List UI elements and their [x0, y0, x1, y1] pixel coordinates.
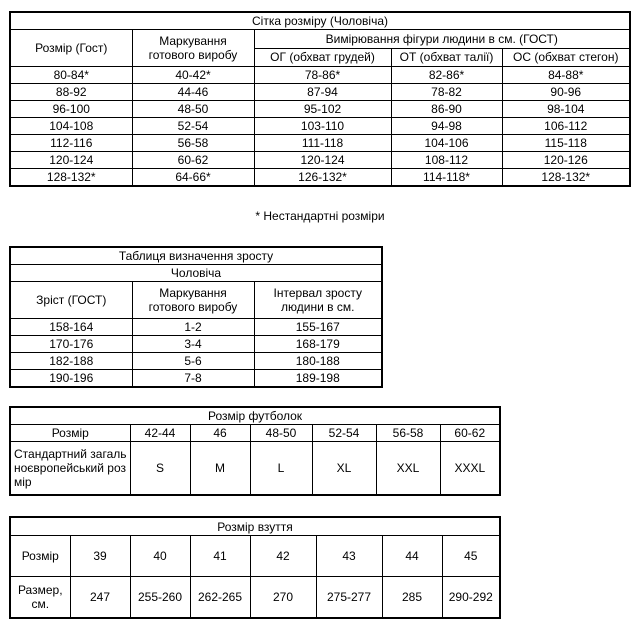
table-cell: 95-102 — [254, 101, 391, 118]
table-cell: 126-132* — [254, 169, 391, 187]
table-cell: 1-2 — [132, 319, 254, 336]
shoe-size-table — [9, 516, 501, 619]
table-cell: 41 — [190, 536, 250, 577]
table-row — [10, 370, 382, 388]
table-row — [10, 336, 382, 353]
table-cell: 5-6 — [132, 353, 254, 370]
table-row — [10, 169, 630, 187]
table-row — [10, 67, 630, 84]
table-cell: 40 — [130, 536, 190, 577]
table-cell: 247 — [70, 577, 130, 619]
table-row — [10, 353, 382, 370]
table-cell: 103-110 — [254, 118, 391, 135]
height-table-subtitle: Чоловіча — [10, 265, 382, 282]
table-cell: 42-44 — [130, 425, 190, 442]
table-cell: XL — [312, 442, 376, 496]
table-cell: 255-260 — [130, 577, 190, 619]
table-cell: 106-112 — [502, 118, 630, 135]
height-table-col-height: Зріст (ГОСТ) — [10, 282, 132, 319]
table-cell: 290-292 — [442, 577, 500, 619]
table-cell: 48-50 — [250, 425, 312, 442]
table-cell: 44-46 — [132, 84, 254, 101]
table-cell: 120-126 — [502, 152, 630, 169]
size-grid-col-size: Розмір (Гост) — [10, 30, 132, 67]
table-cell: 78-86* — [254, 67, 391, 84]
table-cell: S — [130, 442, 190, 496]
table-cell: 94-98 — [391, 118, 502, 135]
table-cell: 180-188 — [254, 353, 382, 370]
table-cell: 182-188 — [10, 353, 132, 370]
table-cell: 189-198 — [254, 370, 382, 388]
table-cell: 88-92 — [10, 84, 132, 101]
table-row — [10, 425, 500, 442]
table-cell: 45 — [442, 536, 500, 577]
table-cell: 87-94 — [254, 84, 391, 101]
table-cell: 285 — [382, 577, 442, 619]
table-cell: 158-164 — [10, 319, 132, 336]
table-row — [10, 577, 500, 619]
table-cell: 114-118* — [391, 169, 502, 187]
table-cell: 44 — [382, 536, 442, 577]
size-grid-table — [9, 11, 631, 187]
size-grid-col-og: ОГ (обхват грудей) — [254, 48, 391, 67]
table-cell: 82-86* — [391, 67, 502, 84]
table-row — [10, 152, 630, 169]
table-cell: 112-116 — [10, 135, 132, 152]
table-row — [10, 101, 630, 118]
table-row — [10, 118, 630, 135]
tshirt-row-label-size: Розмір — [10, 425, 130, 442]
table-cell: 128-132* — [502, 169, 630, 187]
table-cell: 104-106 — [391, 135, 502, 152]
size-grid-col-os: ОС (обхват стегон) — [502, 48, 630, 67]
table-cell: 86-90 — [391, 101, 502, 118]
table-cell: M — [190, 442, 250, 496]
table-row — [10, 442, 500, 496]
shoe-row-label-cm: Размер, см. — [10, 577, 70, 619]
tshirt-size-table — [9, 406, 501, 496]
table-cell: 52-54 — [132, 118, 254, 135]
table-cell: 64-66* — [132, 169, 254, 187]
table-cell: 120-124 — [10, 152, 132, 169]
table-cell: 48-50 — [132, 101, 254, 118]
table-cell: 262-265 — [190, 577, 250, 619]
table-cell: 98-104 — [502, 101, 630, 118]
table-cell: 60-62 — [132, 152, 254, 169]
table-cell: 270 — [250, 577, 316, 619]
table-cell: 90-96 — [502, 84, 630, 101]
table-cell: XXXL — [440, 442, 500, 496]
table-cell: 170-176 — [10, 336, 132, 353]
nonstandard-note: * Нестандартні розміри — [255, 209, 385, 223]
height-table-col-interval: Інтервал зросту людини в см. — [254, 282, 382, 319]
table-cell: L — [250, 442, 312, 496]
table-cell: 43 — [316, 536, 382, 577]
table-cell: 190-196 — [10, 370, 132, 388]
table-cell: 115-118 — [502, 135, 630, 152]
table-cell: 40-42* — [132, 67, 254, 84]
table-cell: 120-124 — [254, 152, 391, 169]
table-cell: 56-58 — [132, 135, 254, 152]
height-table-col-marking: Маркування готового виробу — [132, 282, 254, 319]
height-table-title: Таблиця визначення зросту — [10, 247, 382, 265]
table-cell: 128-132* — [10, 169, 132, 187]
table-row — [10, 319, 382, 336]
height-table — [9, 246, 383, 388]
table-cell: 155-167 — [254, 319, 382, 336]
table-row — [10, 84, 630, 101]
table-cell: 52-54 — [312, 425, 376, 442]
table-cell: 60-62 — [440, 425, 500, 442]
table-cell: 80-84* — [10, 67, 132, 84]
size-grid-col-marking: Маркування готового виробу — [132, 30, 254, 67]
table-cell: 84-88* — [502, 67, 630, 84]
table-cell: 3-4 — [132, 336, 254, 353]
table-cell: 168-179 — [254, 336, 382, 353]
table-cell: 275-277 — [316, 577, 382, 619]
table-cell: 56-58 — [376, 425, 440, 442]
tshirt-row-label-euro: Стандартний загальноєвропейський розмір — [10, 442, 130, 496]
table-cell: 46 — [190, 425, 250, 442]
table-cell: 39 — [70, 536, 130, 577]
size-grid-col-measure: Вимірювання фігури людини в см. (ГОСТ) — [254, 30, 630, 49]
table-cell: XXL — [376, 442, 440, 496]
size-grid-title: Сітка розміру (Чоловіча) — [10, 12, 630, 30]
table-row — [10, 135, 630, 152]
table-row — [10, 536, 500, 577]
tshirt-table-title: Розмір футболок — [10, 407, 500, 425]
table-cell: 42 — [250, 536, 316, 577]
size-grid-col-ot: ОТ (обхват талії) — [391, 48, 502, 67]
table-cell: 96-100 — [10, 101, 132, 118]
table-cell: 7-8 — [132, 370, 254, 388]
table-cell: 111-118 — [254, 135, 391, 152]
table-cell: 108-112 — [391, 152, 502, 169]
shoe-table-title: Розмір взуття — [10, 517, 500, 536]
table-cell: 78-82 — [391, 84, 502, 101]
table-cell: 104-108 — [10, 118, 132, 135]
shoe-row-label-size: Розмір — [10, 536, 70, 577]
